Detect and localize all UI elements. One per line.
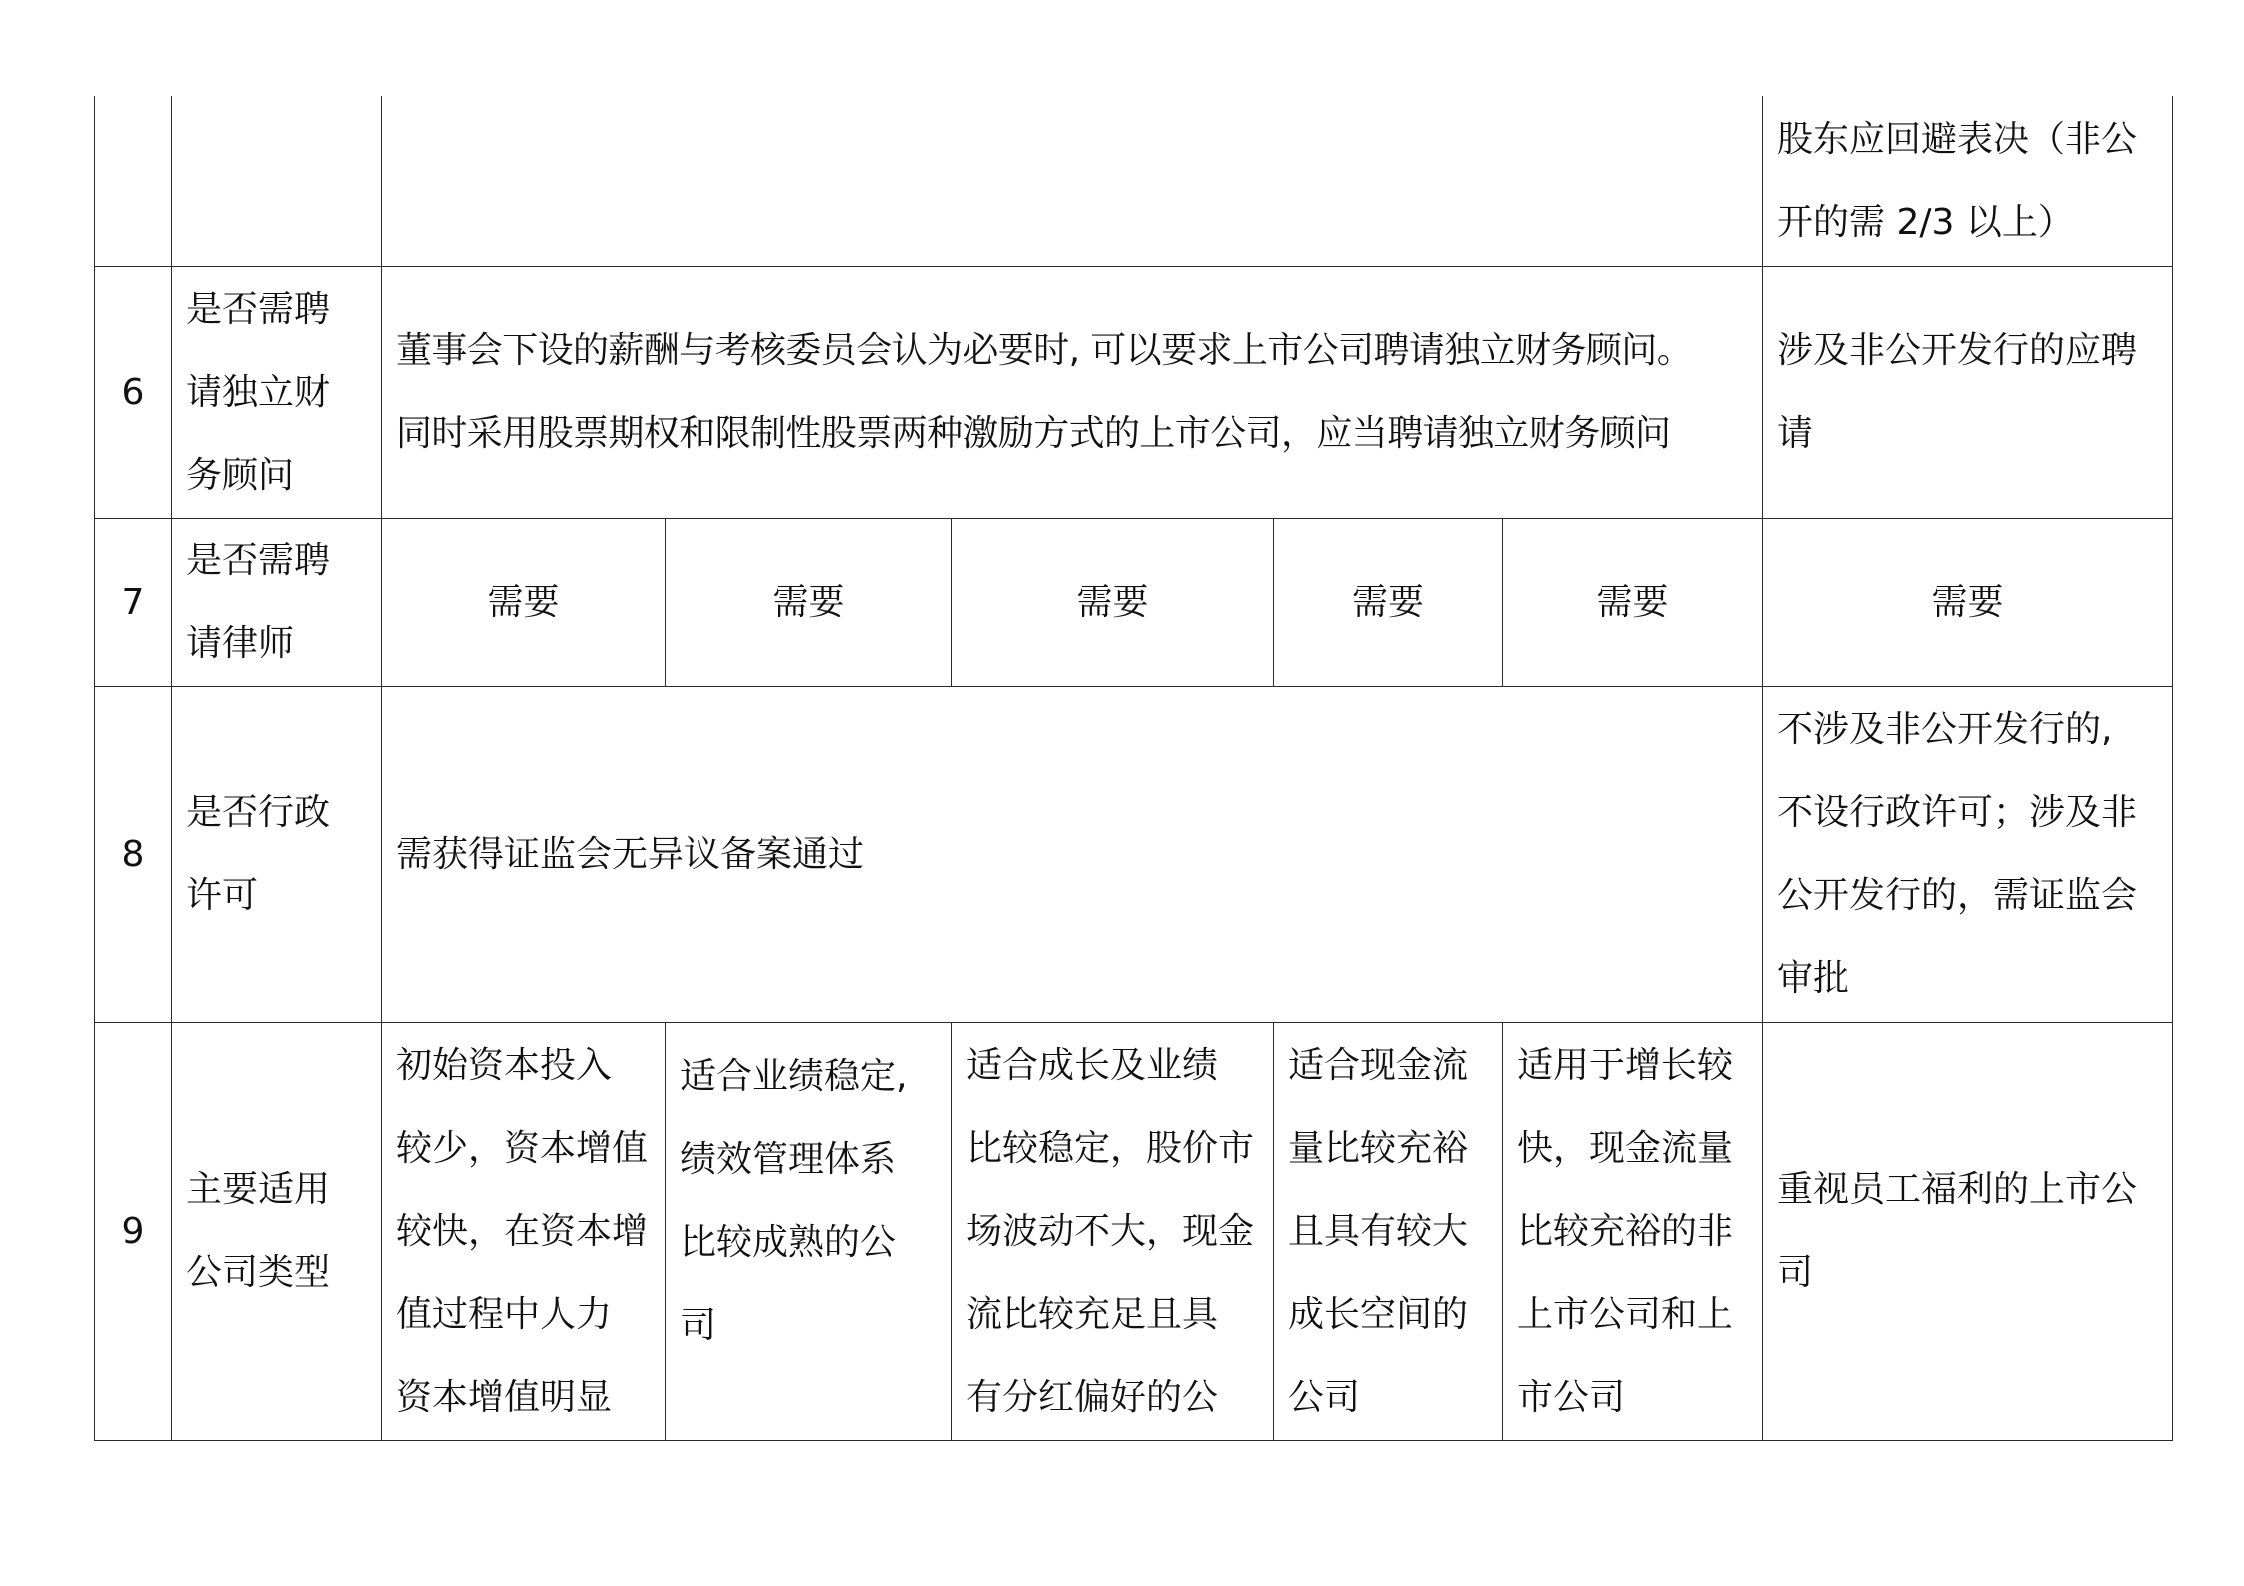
cell-line: 上市公司和上 <box>1517 1293 1734 1335</box>
cell-line: 务顾问 <box>186 454 295 496</box>
cell-line: 许可 <box>186 875 259 916</box>
note-cell <box>1763 96 2173 266</box>
table-row-7 <box>95 518 2173 686</box>
cell-line: 司 <box>1777 1252 1814 1293</box>
row-number: 7 <box>95 518 172 686</box>
row-number: 6 <box>95 266 172 518</box>
value-cell: 需要 <box>666 518 952 686</box>
cell-line: 公开发行的，需证监会 <box>1777 875 2138 916</box>
cell-line: 流比较充足且具 <box>966 1293 1219 1335</box>
cell-line: 不设行政许可；涉及非 <box>1777 792 2138 833</box>
value-cell: 需要 <box>1274 518 1503 686</box>
cell-line: 请 <box>1777 413 1814 454</box>
cell-line: 主要适用 <box>186 1169 331 1210</box>
merged-cell: 需获得证监会无异议备案通过 <box>382 686 1763 1022</box>
cell-line: 适合成长及业绩 <box>966 1044 1219 1086</box>
table-row-6 <box>95 266 2173 518</box>
cell-line: 是否需聘 <box>186 540 331 581</box>
cell-line: 是否需聘 <box>186 288 331 330</box>
cell-line: 涉及非公开发行的应聘 <box>1777 330 2138 371</box>
note-cell <box>1763 266 2173 518</box>
item-cell <box>172 518 382 686</box>
cell-line: 不涉及非公开发行的, <box>1777 709 2113 750</box>
note-cell <box>1763 1022 2173 1440</box>
table-row-continued <box>95 96 2173 266</box>
cell-line: 场波动不大，现金 <box>966 1210 1255 1252</box>
cell-line: 同时采用股票期权和限制性股票两种激励方式的上市公司，应当聘请独立财务顾问 <box>396 413 1671 454</box>
cell-line: 适合现金流 <box>1288 1044 1469 1086</box>
comparison-table <box>94 96 2173 1441</box>
value-cell <box>382 1022 666 1440</box>
cell-line: 资本增值明显 <box>396 1376 613 1418</box>
row-number: 8 <box>95 686 172 1022</box>
item-cell <box>172 266 382 518</box>
cell-line: 比较成熟的公 <box>680 1221 897 1263</box>
cell-line: 适合业绩稳定, <box>680 1055 908 1097</box>
cell-line: 公司类型 <box>186 1252 331 1293</box>
cell-line: 司 <box>680 1304 717 1346</box>
cell-line: 比较稳定，股价市 <box>966 1127 1255 1169</box>
value-cell: 需要 <box>1763 518 2173 686</box>
document-page <box>94 96 2172 1441</box>
cell-line: 股东应回避表决（非公 <box>1777 118 2138 160</box>
table-row-9 <box>95 1022 2173 1440</box>
cell-line: 公司 <box>1288 1376 1361 1418</box>
cell-line: 重视员工福利的上市公 <box>1777 1169 2138 1210</box>
item-cell <box>172 96 382 266</box>
cell-line: 市公司 <box>1517 1376 1626 1418</box>
cell-line: 审批 <box>1777 958 1850 999</box>
cell-line: 成长空间的 <box>1288 1293 1469 1335</box>
cell-line: 请独立财 <box>186 371 331 413</box>
cell-line: 较快，在资本增 <box>396 1210 649 1252</box>
cell-line: 量比较充裕 <box>1288 1127 1469 1169</box>
value-cell <box>666 1022 952 1440</box>
merged-cell <box>382 266 1763 518</box>
table-row-8 <box>95 686 2173 1022</box>
value-cell <box>1274 1022 1503 1440</box>
cell-line: 比较充裕的非 <box>1517 1210 1734 1252</box>
value-cell <box>952 1022 1274 1440</box>
cell-line: 值过程中人力 <box>396 1293 613 1335</box>
value-cell: 需要 <box>382 518 666 686</box>
item-cell <box>172 686 382 1022</box>
cell-line: 且具有较大 <box>1288 1210 1469 1252</box>
cell-line: 开的需 2/3 以上） <box>1777 201 2074 243</box>
note-cell <box>1763 686 2173 1022</box>
value-cell: 需要 <box>952 518 1274 686</box>
cell-line: 绩效管理体系 <box>680 1138 897 1180</box>
cell-line: 快，现金流量 <box>1517 1127 1734 1169</box>
value-cell <box>1503 1022 1763 1440</box>
item-cell <box>172 1022 382 1440</box>
num-cell <box>95 96 172 266</box>
cell-line: 是否行政 <box>186 792 331 833</box>
cell-line: 有分红偏好的公 <box>966 1376 1219 1418</box>
cell-line: 请律师 <box>186 623 295 664</box>
cell-line: 适用于增长较 <box>1517 1044 1734 1086</box>
cell-line: 较少，资本增值 <box>396 1127 649 1169</box>
row-number: 9 <box>95 1022 172 1440</box>
merged-cell <box>382 96 1763 266</box>
cell-line: 初始资本投入 <box>396 1044 613 1086</box>
cell-line: 董事会下设的薪酬与考核委员会认为必要时, 可以要求上市公司聘请独立财务顾问。 <box>396 330 1693 371</box>
value-cell: 需要 <box>1503 518 1763 686</box>
